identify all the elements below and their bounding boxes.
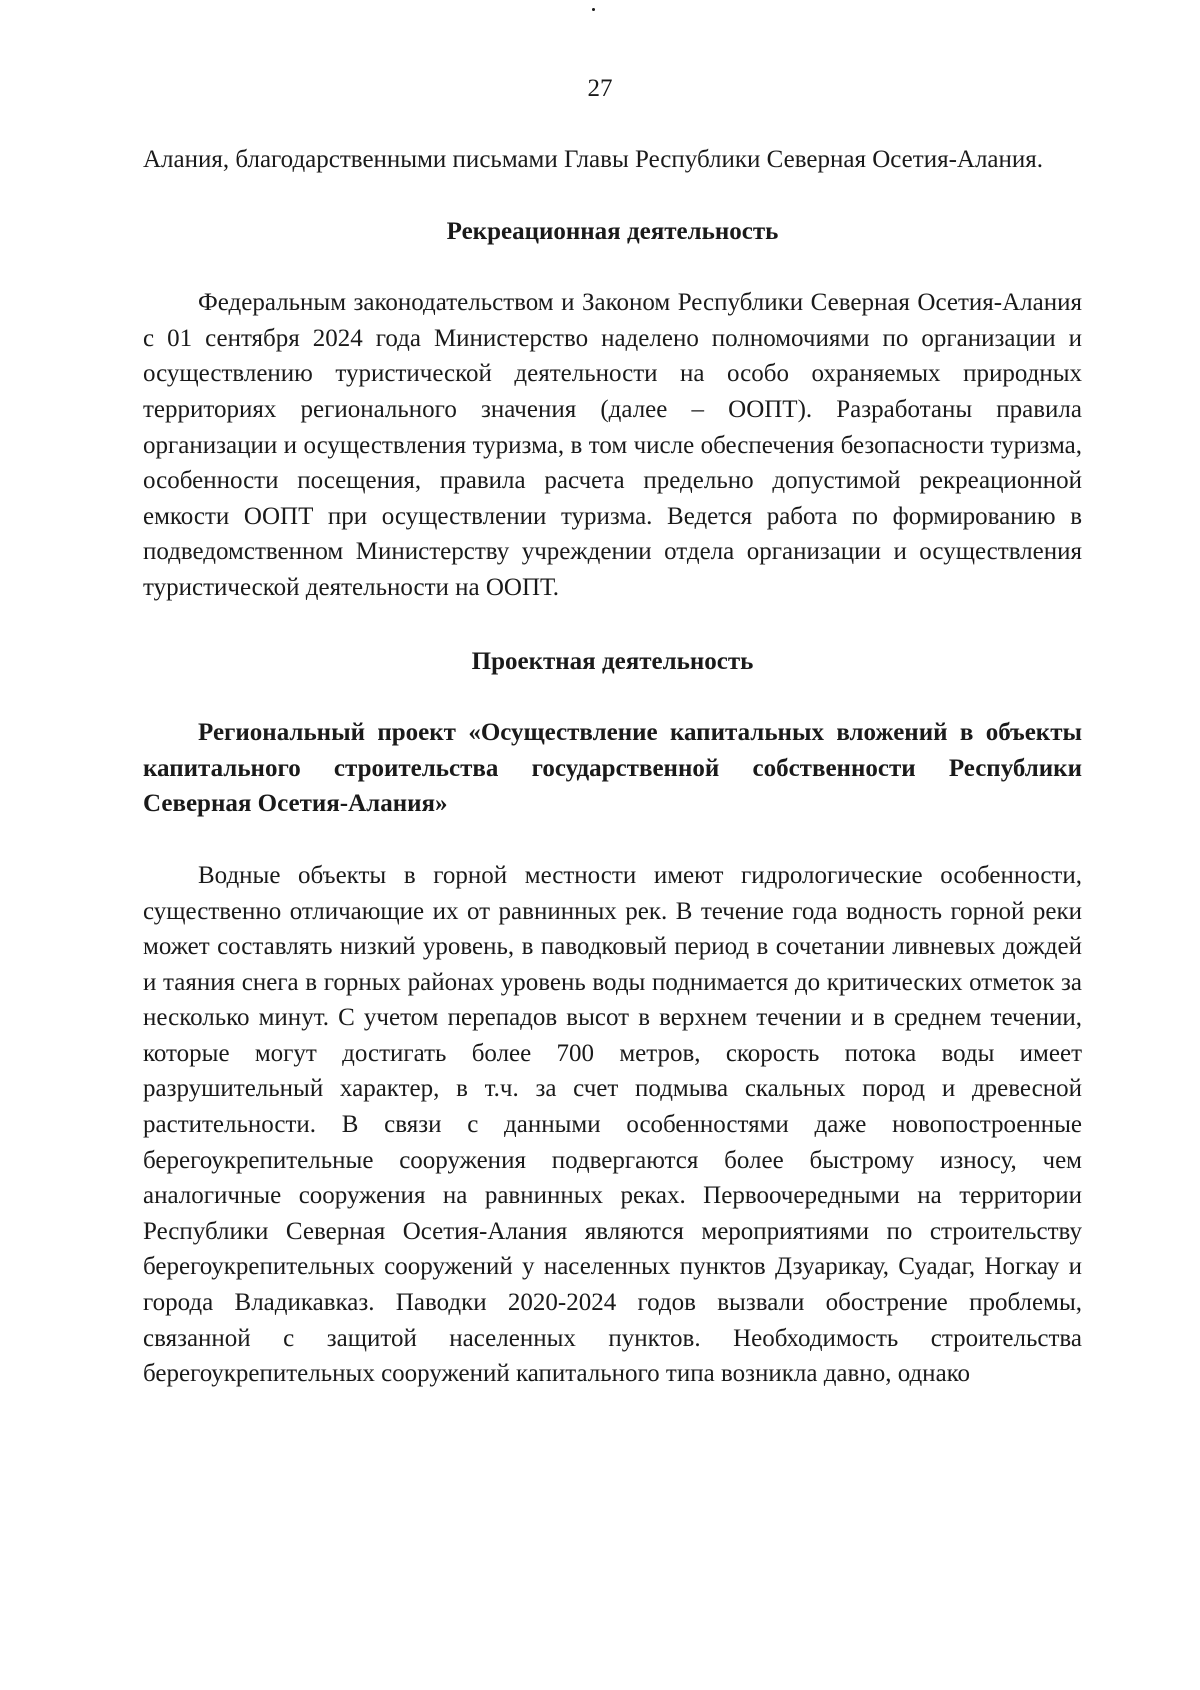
page-content [143, 142, 1082, 1392]
heading-project-activity: Проектная деятельность [471, 647, 754, 675]
heading-regional-project: Региональный проект «Осуществление капитальных вложений в объекты капитального строительства государственной собственности Республики Северная Осетия-Алания» [143, 719, 1082, 818]
spacer [143, 606, 1082, 644]
spacer [143, 249, 1082, 285]
paragraph-continuation: Алания, благодарственными письмами Главы Республики Северная Осетия-Алания. [143, 146, 1044, 173]
paragraph-recreation: Федеральным законодательством и Законом Республики Северная Осетия-Алания с 01 сентября 2024 года Министерство наделено полномочиями по организации и осуществлению туристической деятельности на особо охраняемых природных территориях регионального значения (далее – ООПТ). Разработаны правила организации и осуществления туризма, в том числе обеспечения безопасности туризма, особенности посещения, правила расчета предельно допустимой рекреационной емкости ООПТ при осуществлении туризма. Ведется работа по формированию в подведомственном Министерству учреждении отдела организации и осуществления туристической деятельности на ООПТ. [143, 289, 1082, 601]
paragraph-water-objects: Водные объекты в горной местности имеют гидрологические особенности, существенно отличающие их от равнинных рек. В течение года водность горной реки может составлять низкий уровень, в паводковый период в сочетании ливневых дождей и таяния снега в горных районах уровень воды поднимается до критических отметок за несколько минут. С учетом перепадов высот в верхнем течении и в среднем течении, которые могут достигать более 700 метров, скорость потока воды имеет разрушительный характер, в т.ч. за счет подмыва скальных пород и древесной растительности. В связи с данными особенностями даже новопостроенные берегоукрепительные сооружения подвергаются более быстрому износу, чем аналогичные сооружения на равнинных реках. Первоочередными на территории Республики Северная Осетия-Алания являются мероприятиями по строительству берегоукрепительных сооружений у населенных пунктов Дзуарикау, Суадаг, Ногкау и города Владикавказ. Паводки 2020-2024 годов вызвали обострение проблемы, связанной с защитой населенных пунктов. Необходимость строительства берегоукрепительных сооружений капитального типа возникла давно, однако [143, 861, 1082, 1388]
spacer [143, 822, 1082, 858]
spacer [143, 178, 1082, 214]
heading-recreation: Рекреационная деятельность [446, 217, 779, 245]
page-number: 27 [587, 75, 613, 102]
spacer [143, 679, 1082, 715]
scan-artifact-dot [592, 8, 595, 11]
